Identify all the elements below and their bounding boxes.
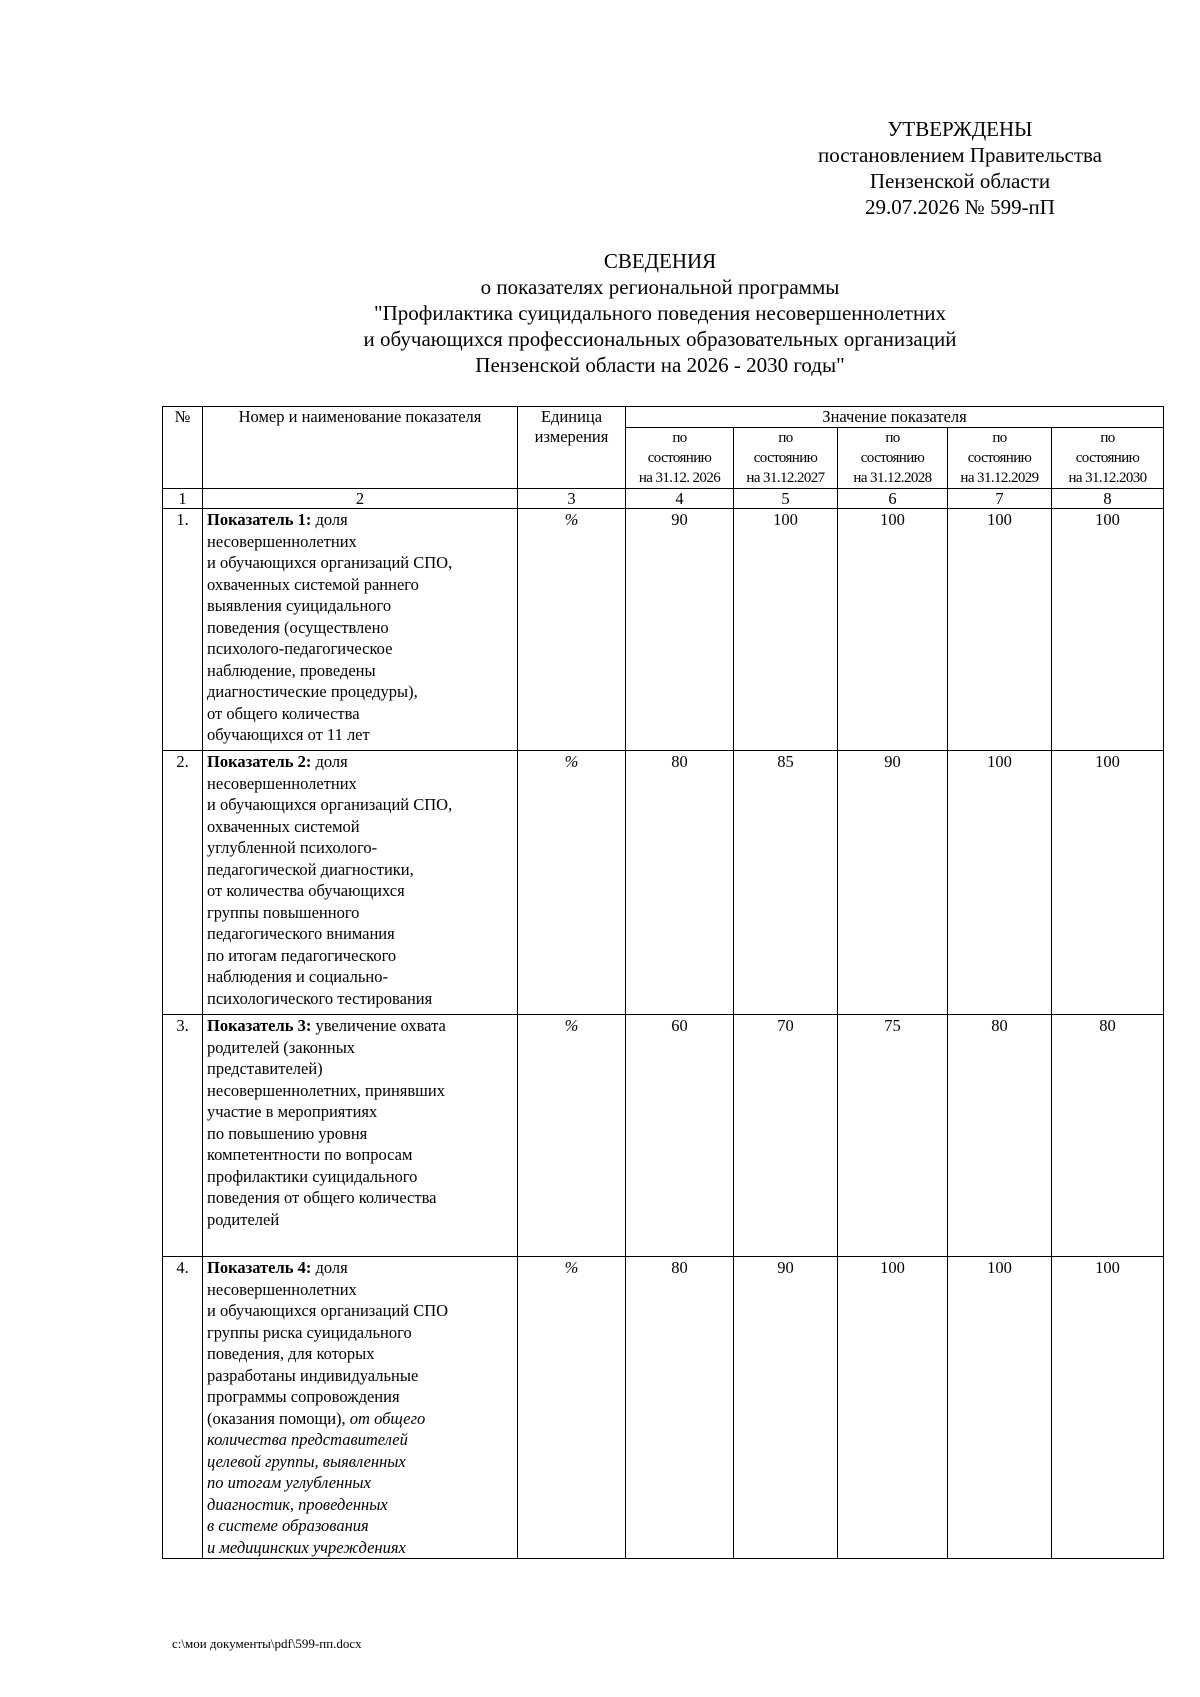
period-line: состоянию (647, 450, 712, 466)
approval-date-number: 29.07.2026 № 599-пП (865, 195, 1055, 219)
period-line: состоянию (860, 450, 925, 466)
indicator-italic-fragment: целевой группы, выявленных (207, 1451, 406, 1471)
indicator-value: 85 (734, 751, 838, 1015)
indicator-text: программы сопровождения (207, 1387, 400, 1406)
indicator-italic-text (207, 1537, 514, 1559)
indicator-text: психологического тестирования (207, 988, 433, 1008)
indicator-text: наблюдение, проведены (207, 660, 376, 680)
unit-value: % (564, 1258, 579, 1277)
column-number: 8 (1052, 489, 1164, 509)
indicator-text: несовершеннолетних, принявших (207, 1080, 445, 1100)
indicator-text: увеличение охвата (315, 1016, 446, 1035)
indicator-value: 80 (626, 1257, 734, 1559)
indicator-label: Показатель 3: (207, 1016, 312, 1035)
indicator-italic-text (207, 1451, 514, 1473)
indicator-label: Показатель 4: (207, 1258, 312, 1277)
indicator-value: 100 (948, 1257, 1052, 1559)
indicator-italic-fragment: и медицинских учреждениях (207, 1537, 406, 1557)
title-line: и обучающихся профессиональных образовательных организаций (363, 327, 957, 351)
indicator-text: поведения, для которых (207, 1344, 375, 1363)
indicator-text: педагогического внимания (207, 924, 395, 943)
table-row (163, 509, 1164, 751)
indicator-value: 90 (734, 1257, 838, 1559)
indicator-italic-text (207, 1472, 514, 1494)
indicator-text: несовершеннолетних (207, 1279, 357, 1299)
indicator-value: 80 (948, 1015, 1052, 1257)
unit-cell (518, 751, 626, 1015)
indicator-text: углубленной психолого- (207, 838, 378, 857)
indicator-text: доля (315, 1258, 348, 1277)
header-value: Значение показателя (626, 407, 1164, 428)
period-header (838, 428, 948, 489)
approval-line: постановлением Правительства (817, 143, 1102, 167)
indicator-italic-text (207, 1429, 514, 1451)
indicator-value: 100 (838, 509, 948, 751)
indicator-value: 80 (1052, 1015, 1164, 1257)
column-number: 4 (626, 489, 734, 509)
unit-cell (518, 1015, 626, 1257)
indicator-first-line (207, 1257, 514, 1279)
table-header-row (163, 407, 1164, 428)
indicator-name (203, 1257, 518, 1559)
indicator-italic-text (207, 1515, 514, 1537)
indicator-text: (оказания помощи), (207, 1408, 346, 1428)
indicator-text: диагностические процедуры), (207, 682, 418, 701)
indicator-text: группы риска суицидального (207, 1322, 412, 1342)
period-date: на 31.12.2028 (853, 470, 932, 486)
row-number: 4. (163, 1257, 203, 1559)
indicator-text: компетентности по вопросам (207, 1145, 413, 1164)
period-header (948, 428, 1052, 489)
indicator-value: 100 (1052, 509, 1164, 751)
approval-heading: УТВЕРЖДЕНЫ (887, 117, 1033, 141)
period-header (734, 428, 838, 489)
period-line: по (885, 430, 900, 446)
indicator-label: Показатель 2: (207, 752, 312, 771)
period-date: на 31.12.2030 (1068, 470, 1147, 486)
indicator-value: 100 (948, 509, 1052, 751)
indicator-text: по повышению уровня (207, 1123, 368, 1143)
indicator-text: поведения (осуществлено (207, 617, 389, 637)
indicator-text: выявления суицидального (207, 596, 392, 615)
period-line: состоянию (1075, 450, 1140, 466)
unit-value: % (564, 1016, 579, 1035)
period-line: по (778, 430, 793, 446)
indicator-value: 60 (626, 1015, 734, 1257)
indicator-text: представителей) (207, 1059, 323, 1078)
row-number: 3. (163, 1015, 203, 1257)
indicator-text: по итогам педагогического (207, 945, 397, 965)
period-line: состоянию (967, 450, 1032, 466)
indicator-text: доля (315, 510, 348, 529)
indicator-value: 90 (626, 509, 734, 751)
period-line: по (1100, 430, 1115, 446)
indicator-text: поведения от общего количества (207, 1188, 437, 1207)
table-row (163, 1015, 1164, 1257)
indicator-italic-text: от общего (349, 1408, 426, 1428)
header-unit-line: измерения (534, 427, 609, 446)
period-date: на 31.12.2029 (960, 470, 1039, 486)
indicator-text: психолого-педагогическое (207, 639, 393, 658)
indicator-value: 100 (948, 751, 1052, 1015)
approval-block (760, 116, 1160, 220)
indicator-text: родителей (207, 1209, 280, 1229)
unit-value: % (564, 752, 579, 771)
header-num: № (163, 407, 203, 489)
indicator-text: наблюдения и социально- (207, 967, 388, 986)
indicator-first-line (207, 1015, 514, 1037)
period-date: на 31.12. 2026 (638, 470, 721, 486)
indicator-rows (163, 509, 1164, 1559)
indicator-text: педагогической диагностики, (207, 859, 414, 879)
indicator-value: 100 (1052, 1257, 1164, 1559)
indicator-text: и обучающихся организаций СПО (207, 1301, 449, 1320)
indicator-value: 100 (838, 1257, 948, 1559)
unit-cell (518, 509, 626, 751)
indicator-first-line (207, 751, 514, 773)
period-header (626, 428, 734, 489)
indicator-value: 100 (1052, 751, 1164, 1015)
indicator-name (203, 1015, 518, 1257)
indicators-table (162, 406, 1164, 1559)
header-name: Номер и наименование показателя (203, 407, 518, 489)
indicator-text: несовершеннолетних (207, 773, 357, 793)
period-line: по (672, 430, 687, 446)
indicator-label: Показатель 1: (207, 510, 312, 529)
indicator-italic-fragment: количества представителей (207, 1430, 408, 1449)
indicator-text: разработаны индивидуальные (207, 1365, 419, 1385)
indicator-text: охваченных системой раннего (207, 574, 419, 594)
indicator-value: 80 (626, 751, 734, 1015)
indicator-value: 100 (734, 509, 838, 751)
column-number: 5 (734, 489, 838, 509)
header-unit-line: Единица (540, 407, 603, 426)
header-unit (518, 407, 626, 489)
indicator-text: от общего количества (207, 703, 360, 723)
column-number: 7 (948, 489, 1052, 509)
indicator-name (203, 751, 518, 1015)
row-number: 1. (163, 509, 203, 751)
indicator-text: родителей (законных (207, 1037, 356, 1057)
indicator-italic-text (207, 1494, 514, 1516)
indicator-text: охваченных системой (207, 816, 360, 836)
indicator-text: группы повышенного (207, 902, 360, 922)
indicator-italic-fragment: в системе образования (207, 1516, 369, 1535)
column-number: 1 (163, 489, 203, 509)
indicator-text: доля (315, 752, 348, 771)
approval-line: Пензенской области (869, 169, 1051, 193)
column-number: 6 (838, 489, 948, 509)
table-row (163, 751, 1164, 1015)
period-header (1052, 428, 1164, 489)
table-row (163, 1257, 1164, 1559)
indicator-italic-fragment: диагностик, проведенных (207, 1494, 388, 1514)
indicator-text: и обучающихся организаций СПО, (207, 795, 453, 814)
indicator-first-line (207, 509, 514, 531)
title-line: "Профилактика суицидального поведения несовершеннолетних (374, 301, 946, 325)
document-title (200, 248, 1120, 378)
indicator-text: профилактики суицидального (207, 1166, 418, 1186)
period-date: на 31.12.2027 (746, 470, 825, 486)
indicator-name (203, 509, 518, 751)
indicator-text: и обучающихся организаций СПО, (207, 553, 453, 572)
title-heading: СВЕДЕНИЯ (603, 249, 717, 273)
title-line: о показателях региональной программы (480, 275, 840, 299)
footer-file-path: c:\мои документы\pdf\599-пп.docx (172, 1636, 362, 1651)
period-line: по (992, 430, 1007, 446)
unit-value: % (564, 510, 579, 529)
indicator-text: участие в мероприятиях (207, 1102, 378, 1121)
indicator-value: 90 (838, 751, 948, 1015)
title-line: Пензенской области на 2026 - 2030 годы" (475, 353, 845, 377)
column-numbers-row (163, 489, 1164, 509)
indicator-text: обучающихся от 11 лет (207, 725, 370, 744)
column-number: 2 (203, 489, 518, 509)
column-number: 3 (518, 489, 626, 509)
indicator-value: 75 (838, 1015, 948, 1257)
row-number: 2. (163, 751, 203, 1015)
indicator-text: несовершеннолетних (207, 531, 357, 551)
indicator-text: от количества обучающихся (207, 881, 405, 900)
indicator-italic-fragment: по итогам углубленных (207, 1473, 371, 1492)
indicator-value: 70 (734, 1015, 838, 1257)
indicator-mixed-line (207, 1408, 514, 1430)
unit-cell (518, 1257, 626, 1559)
period-line: состоянию (753, 450, 818, 466)
